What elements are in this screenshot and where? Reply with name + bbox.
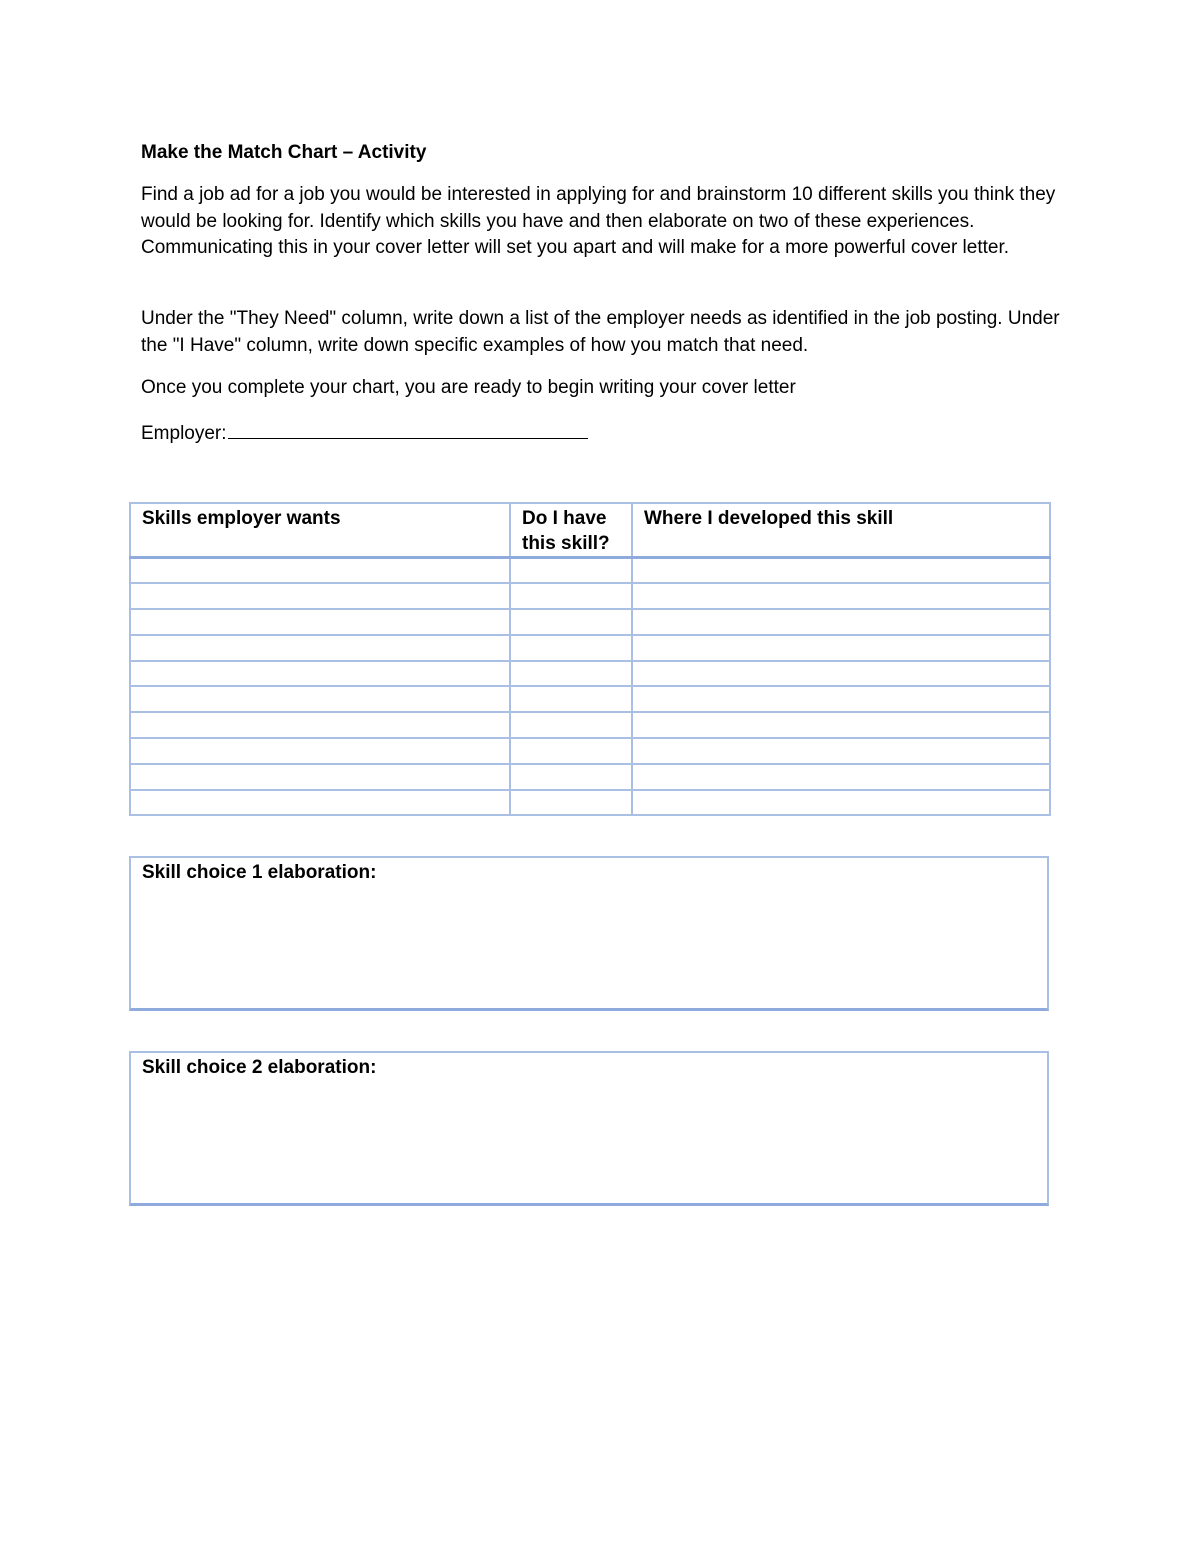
- have-skill-cell[interactable]: [510, 635, 632, 661]
- skill-choice-2-label: Skill choice 2 elaboration:: [142, 1057, 377, 1078]
- employer-line: [141, 418, 588, 448]
- page-title: Make the Match Chart – Activity: [141, 142, 427, 163]
- skill-wanted-cell[interactable]: [130, 686, 510, 712]
- table-row: [130, 635, 1050, 661]
- where-developed-cell[interactable]: [632, 712, 1050, 738]
- column-header-skills-wanted: Skills employer wants: [130, 503, 510, 558]
- skills-match-table: [129, 502, 1051, 816]
- table-row: [130, 661, 1050, 687]
- where-developed-cell[interactable]: [632, 764, 1050, 790]
- skill-wanted-cell[interactable]: [130, 712, 510, 738]
- skill-wanted-cell[interactable]: [130, 764, 510, 790]
- where-developed-cell[interactable]: [632, 583, 1050, 609]
- employer-blank-field[interactable]: [228, 418, 588, 439]
- where-developed-cell[interactable]: [632, 609, 1050, 635]
- table-row: [130, 790, 1050, 816]
- where-developed-cell[interactable]: [632, 686, 1050, 712]
- instructions-paragraph-3: Once you complete your chart, you are ready to begin writing your cover letter: [141, 377, 796, 398]
- skill-choice-2-box[interactable]: [129, 1051, 1049, 1206]
- table-header-row: [130, 503, 1050, 558]
- employer-label: Employer:: [141, 423, 227, 444]
- table-row: [130, 764, 1050, 790]
- skill-wanted-cell[interactable]: [130, 635, 510, 661]
- column-header-where-developed: Where I developed this skill: [632, 503, 1050, 558]
- where-developed-cell[interactable]: [632, 738, 1050, 764]
- skill-wanted-cell[interactable]: [130, 583, 510, 609]
- table-row: [130, 558, 1050, 584]
- skill-wanted-cell[interactable]: [130, 661, 510, 687]
- where-developed-cell[interactable]: [632, 790, 1050, 816]
- have-skill-cell[interactable]: [510, 764, 632, 790]
- have-skill-cell[interactable]: [510, 712, 632, 738]
- have-skill-cell[interactable]: [510, 661, 632, 687]
- have-skill-cell[interactable]: [510, 686, 632, 712]
- skill-wanted-cell[interactable]: [130, 558, 510, 584]
- skill-wanted-cell[interactable]: [130, 790, 510, 816]
- table-row: [130, 738, 1050, 764]
- where-developed-cell[interactable]: [632, 661, 1050, 687]
- column-header-have-skill: Do I have this skill?: [510, 503, 632, 558]
- skill-choice-1-box[interactable]: [129, 856, 1049, 1011]
- table-row: [130, 609, 1050, 635]
- have-skill-cell[interactable]: [510, 790, 632, 816]
- have-skill-cell[interactable]: [510, 558, 632, 584]
- table-row: [130, 686, 1050, 712]
- where-developed-cell[interactable]: [632, 558, 1050, 584]
- skill-choice-1-label: Skill choice 1 elaboration:: [142, 862, 377, 883]
- skill-wanted-cell[interactable]: [130, 738, 510, 764]
- have-skill-cell[interactable]: [510, 738, 632, 764]
- have-skill-cell[interactable]: [510, 609, 632, 635]
- instructions-paragraph-2: Under the "They Need" column, write down a list of the employer needs as identified in the job posting. Under the "I Have" column, write down specific examples of how you match that need.: [141, 308, 1060, 356]
- where-developed-cell[interactable]: [632, 635, 1050, 661]
- have-skill-cell[interactable]: [510, 583, 632, 609]
- instructions-paragraph-1: Find a job ad for a job you would be interested in applying for and brainstorm 10 different skills you think they would be looking for. Identify which skills you have and then elaborate on two of these experiences. Communicating this in your cover letter will set you apart and will make for a more powerful cover letter.: [141, 184, 1056, 259]
- table-row: [130, 712, 1050, 738]
- skill-wanted-cell[interactable]: [130, 609, 510, 635]
- table-row: [130, 583, 1050, 609]
